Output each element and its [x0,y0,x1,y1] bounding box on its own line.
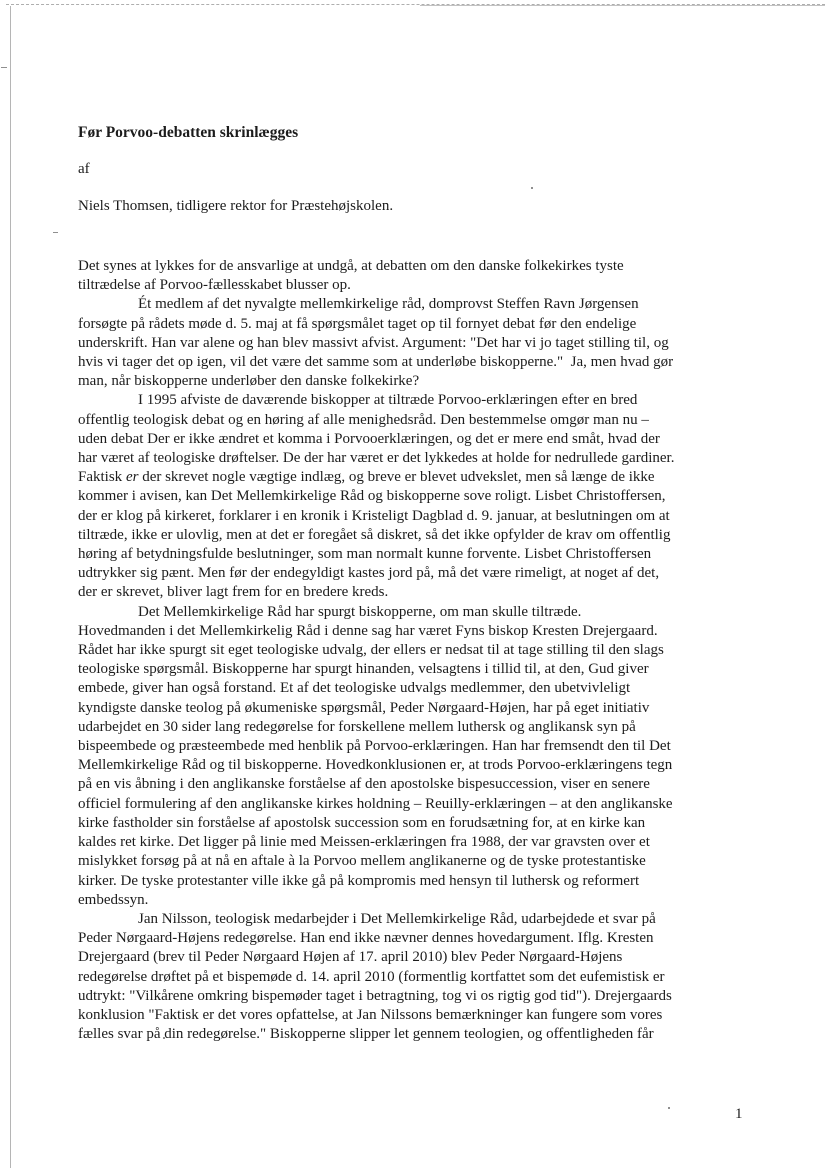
text-line: man, når biskopperne underløber den danske folkekirke? [78,373,420,390]
text-line: offentlig teologisk debat og en høring af alle menighedsråd. Den bestemmelse omgør man nu – [78,411,649,428]
text-line: høring af betydningsfulde beslutninger, som man normalt kunne forvente. Lisbet Christoffersen [78,546,652,563]
byline-prefix: af [78,161,90,177]
text-line: Drejergaard (brev til Peder Nørgaard Højen af 17. april 2010) blev Peder Nørgaard-Højens [78,949,623,966]
text-line: udtrykt: "Vilkårene omkring bispemøder taget i betragtning, tog vi os rigtig god tid"). Drejergaards [78,987,672,1004]
text-line: Mellemkirkelige Råd og til biskopperne. Hovedkonklusionen er, at trods Porvoo-erklæringens tegn [78,757,673,774]
text-line: der er skrevet, bliver lagt frem for en bredere kreds. [78,584,389,601]
text-line: embedssyn. [78,891,149,908]
document-title: Før Porvoo-debatten skrinlægges [78,124,299,141]
text-line: Hovedmanden i det Mellemkirkelig Råd i denne sag har været Fyns biskop Kresten Drejergaard. [78,622,658,639]
text-line: kirker. De tyske protestanter ville ikke gå på kompromis med hensyn til luthersk og reformert [78,872,640,889]
text-line: bispeembede og præsteembede med henblik på Porvoo-erklæringen. Han har fremsendt den til Det [78,738,671,755]
scan-edge-left-line [10,6,11,1168]
scan-speck [1,67,7,68]
text-line: kirke fastholder sin forståelse af apostolsk succession som en forudsætning for, at en kirke kan [78,814,646,831]
text-line: hvis vi tager det op igen, vil det være det samme som at underløbe biskopperne." Ja, men hvad gør [78,354,674,371]
text-line: forsøgte på rådets møde d. 5. maj at få spørgsmålet taget op til fornyet debat før den endelige [78,315,637,332]
scan-edge-top-line-dark [420,5,825,6]
text-line: underskrift. Han var alene og han blev massivt afvist. Argument: "Det har vi jo taget stilling til, og [78,334,669,351]
author-line: Niels Thomsen, tidligere rektor for Præstehøjskolen. [78,198,394,214]
text-line: tiltræde, ikke er ulovlig, men at det er foregået så diskret, så det ikke opfylder de krav om offentlig [78,526,671,543]
text-line: tiltrædelse af Porvoo-fællesskabet blusser op. [78,277,351,294]
text-line: officiel formulering af den anglikanske kirkes holdning – Reuilly-erklæringen – at den anglikanske [78,795,673,812]
text-line: mislykket forsøg på at nå en aftale à la Porvoo mellem anglikanerne og de tyske protestantiske [78,853,646,870]
scan-speck [668,1107,670,1109]
text-line: konklusion "Faktisk er det vores opfattelse, at Jan Nilssons bemærkninger kan fungere som vores [78,1006,663,1023]
text-line: embede, giver han også forstand. Et af det teologiske udvalgs medlemmer, den ubetvivleligt [78,680,631,697]
text-line: uden debat Der er ikke ændret et komma i Porvooerklæringen, og det er mere end småt, hvad der [78,430,660,447]
text-line: Det Mellemkirkelige Råd har spurgt biskopperne, om man skulle tiltræde. [138,603,582,620]
text-line: har været af teologiske drøftelser. De der har været er det lykkedes at holde for nedrullede gardiner. [78,450,675,467]
document-body [78,257,794,1044]
text-line: Rådet har ikke spurgt sit eget teologiske udvalg, der ellers er nedsat til at tage stilling til den slags [78,642,664,659]
text-line: Peder Nørgaard-Højens redegørelse. Han end ikke nævner dennes hovedargument. Iflg. Kresten [78,930,654,947]
scan-speck [53,232,58,233]
scan-speck [531,187,533,189]
text-line: udarbejdet en 30 sider lang redegørelse for forskellene mellem luthersk og anglikansk syn på [78,718,636,735]
text-line: I 1995 afviste de daværende biskopper at tiltræde Porvoo-erklæringen efter en bred [138,392,638,409]
page-number: 1 [735,1106,743,1122]
text-line: Faktisk er der skrevet nogle vægtige indlæg, og breve er blevet udvekslet, men så længe de ikke [78,469,655,486]
text-line: teologiske spørgsmål. Biskopperne har spurgt hinanden, velsagtens i tillid til, at den, Gud giver [78,661,649,678]
text-line: Jan Nilsson, teologisk medarbejder i Det Mellemkirkelige Råd, udarbejdede et svar på [138,910,656,927]
text-line: på en vis åbning i den anglikanske forståelse af den apostolske bispesuccession, viser en senere [78,776,650,793]
text-line: der er klog på kirkeret, forklarer i en kronik i Kristeligt Dagblad d. 9. januar, at beslutningen om at [78,507,670,524]
text-line: Ét medlem af det nyvalgte mellemkirkelige råd, domprovst Steffen Ravn Jørgensen [138,296,639,313]
text-line: kaldes ret kirke. Det ligger på linie med Meissen-erklæringen fra 1988, der var gravsten over et [78,834,650,851]
text-line: redegørelse drøftet på et bispemøde d. 14. april 2010 (formentlig kortfattet som det eufemistisk er [78,968,665,985]
text-line: kyndigste danske teolog på økumeniske spørgsmål, Peder Nørgaard-Højen, har på eget initiativ [78,699,650,716]
text-line: kommer i avisen, kan Det Mellemkirkelige Råd og biskopperne sove roligt. Lisbet Christoffersen, [78,488,666,505]
text-line: fælles svar på din redegørelse." Biskopperne slipper let gennem teologien, og offentligheden får [78,1026,654,1043]
text-line: Det synes at lykkes for de ansvarlige at undgå, at debatten om den danske folkekirkes tyste [78,258,624,274]
text-line: udtrykker sig pænt. Men før der endegyldigt kastes jord på, må det være rimeligt, at noget af det, [78,565,660,582]
